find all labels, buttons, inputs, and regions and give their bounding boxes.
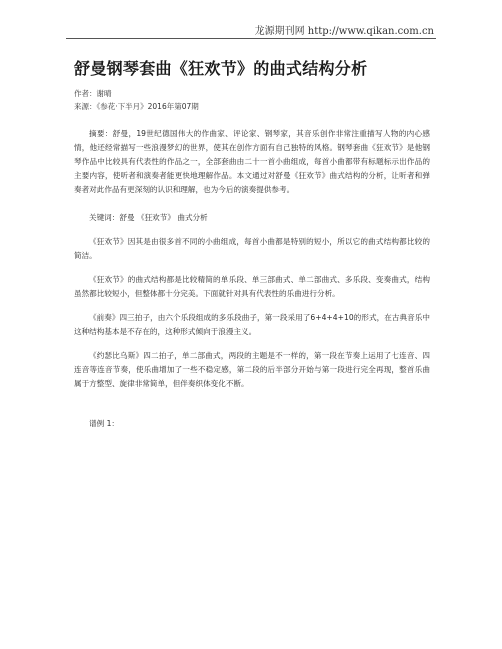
source-line: 来源：《参花·下半月》2016年第07期 — [74, 102, 199, 111]
example-label: 谱例 1： — [89, 419, 120, 428]
header-site-text: 龙源期刊网 http://www.qikan.com.cn — [254, 26, 434, 37]
header-divider — [66, 38, 436, 39]
article-title: 舒曼钢琴套曲《狂欢节》的曲式结构分析 — [74, 59, 368, 78]
abstract-paragraph: 摘要：舒曼，19世纪德国伟大的作曲家、评论家、钢琴家，其音乐创作非常注重描写人物的内心感情，他还经常描写一些浪漫梦幻的世界，使其在创作方面有自己独特的风格。钢琴套曲《狂欢节》是他钢琴作品中比较具有代表性的作品之一，全部套曲由二十一首小曲组成，每首小曲都带有标题标示出作品的主要内容，使听者和演奏者能更快地理解作品。本文通过对舒曼《狂欢节》曲式结构的分析，让听者和弹奏者对此作品有更深刻的认识和理解，也为今后的演奏提供参考。 — [74, 129, 430, 194]
body-paragraph: 《狂欢节》的曲式结构都是比较精简的单乐段、单三部曲式、单二部曲式、多乐段、变奏曲式，结构虽然都比较短小，但整体都十分完美。下面就针对具有代表性的乐曲进行分析。 — [74, 275, 430, 298]
author-line: 作者：谢晴 — [74, 89, 112, 98]
keywords-line: 关键词：舒曼 《狂欢节》 曲式分析 — [89, 213, 208, 222]
body-paragraph: 《前奏》四三拍子，由六个乐段组成的多乐段曲子，第一段采用了6+4+4+10的形式，在古典音乐中这种结构基本是不存在的，这种形式倾向于浪漫主义。 — [74, 313, 430, 336]
body-paragraph: 《约瑟比乌斯》四二拍子，单二部曲式，两段的主题是不一样的，第一段在节奏上运用了七连音、四连音等连音节奏，使乐曲增加了一些不稳定感，第二段的后半部分开始与第一段进行完全再现，整首乐曲属于方整型、旋律非常简单，但伴奏织体变化不断。 — [74, 351, 430, 388]
body-paragraph: 《狂欢节》因其是由很多首不同的小曲组成，每首小曲都是特别的短小，所以它的曲式结构都比较的简洁。 — [74, 237, 430, 260]
